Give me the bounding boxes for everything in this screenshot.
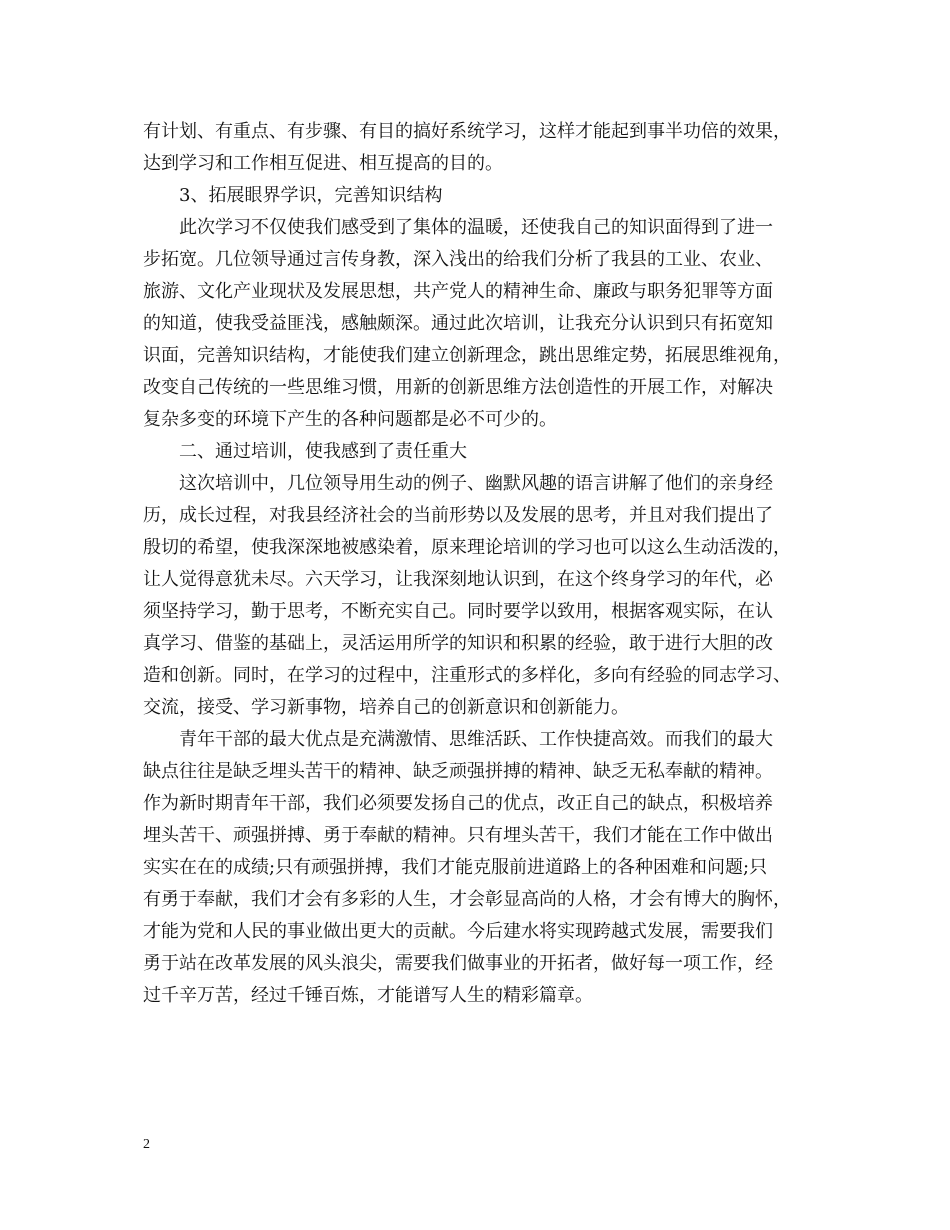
paragraph-start-line: 青年干部的最大优点是充满激情、思维活跃、工作快捷高效。而我们的最大 <box>179 729 773 750</box>
body-text-line: 复杂多变的环境下产生的各种问题都是必不可少的。 <box>143 409 557 430</box>
body-text-line: 达到学习和工作相互促进、相互提高的目的。 <box>143 153 503 174</box>
paragraph-start-line: 此次学习不仅使我们感受到了集体的温暖，还使我自己的知识面得到了进一 <box>179 217 773 238</box>
body-text-line: 让人觉得意犹未尽。六天学习，让我深刻地认识到，在这个终身学习的年代，必 <box>143 569 773 590</box>
section-heading: 3、拓展眼界学识，完善知识结构 <box>179 185 443 206</box>
body-text-line: 殷切的希望，使我深深地被感染着，原来理论培训的学习也可以这么生动活泼的， <box>143 537 791 558</box>
body-text-line: 造和创新。同时，在学习的过程中，注重形式的多样化，多向有经验的同志学习、 <box>143 665 791 686</box>
body-text-line: 交流，接受、学习新事物，培养自己的创新意识和创新能力。 <box>143 697 629 718</box>
body-text-line: 才能为党和人民的事业做出更大的贡献。今后建水将实现跨越式发展，需要我们 <box>143 921 773 942</box>
body-text-line: 旅游、文化产业现状及发展思想，共产党人的精神生命、廉政与职务犯罪等方面 <box>143 281 773 302</box>
page-number: 2 <box>143 1137 150 1152</box>
body-text-line: 须坚持学习，勤于思考，不断充实自己。同时要学以致用，根据客观实际，在认 <box>143 601 773 622</box>
body-text-line: 有计划、有重点、有步骤、有目的搞好系统学习，这样才能起到事半功倍的效果， <box>143 121 791 142</box>
body-text-line: 有勇于奉献，我们才会有多彩的人生，才会彰显高尚的人格，才会有博大的胸怀， <box>143 889 791 910</box>
body-text-line: 实实在在的成绩;只有顽强拼搏，我们才能克服前进道路上的各种困难和问题;只 <box>143 857 768 878</box>
body-text-line: 过千辛万苦，经过千锤百炼，才能谱写人生的精彩篇章。 <box>143 985 593 1006</box>
body-text-line: 真学习、借鉴的基础上，灵活运用所学的知识和积累的经验，敢于进行大胆的改 <box>143 633 773 654</box>
body-text-line: 勇于站在改革发展的风头浪尖，需要我们做事业的开拓者，做好每一项工作，经 <box>143 953 773 974</box>
body-text-line: 改变自己传统的一些思维习惯，用新的创新思维方法创造性的开展工作，对解决 <box>143 377 773 398</box>
body-text-line: 埋头苦干、顽强拼搏、勇于奉献的精神。只有埋头苦干，我们才能在工作中做出 <box>143 825 773 846</box>
body-text-line: 步拓宽。几位领导通过言传身教，深入浅出的给我们分析了我县的工业、农业、 <box>143 249 773 270</box>
body-text-line: 历，成长过程，对我县经济社会的当前形势以及发展的思考，并且对我们提出了 <box>143 505 773 526</box>
body-text-line: 识面，完善知识结构，才能使我们建立创新理念，跳出思维定势，拓展思维视角， <box>143 345 791 366</box>
body-text-line: 的知道，使我受益匪浅，感触颇深。通过此次培训，让我充分认识到只有拓宽知 <box>143 313 773 334</box>
body-text-line: 缺点往往是缺乏埋头苦干的精神、缺乏顽强拼搏的精神、缺乏无私奉献的精神。 <box>143 761 773 782</box>
document-body <box>143 116 819 1012</box>
body-text-line: 作为新时期青年干部，我们必须要发扬自己的优点，改正自己的缺点，积极培养 <box>143 793 773 814</box>
paragraph-start-line: 这次培训中，几位领导用生动的例子、幽默风趣的语言讲解了他们的亲身经 <box>179 473 773 494</box>
section-heading: 二、通过培训，使我感到了责任重大 <box>179 441 467 462</box>
